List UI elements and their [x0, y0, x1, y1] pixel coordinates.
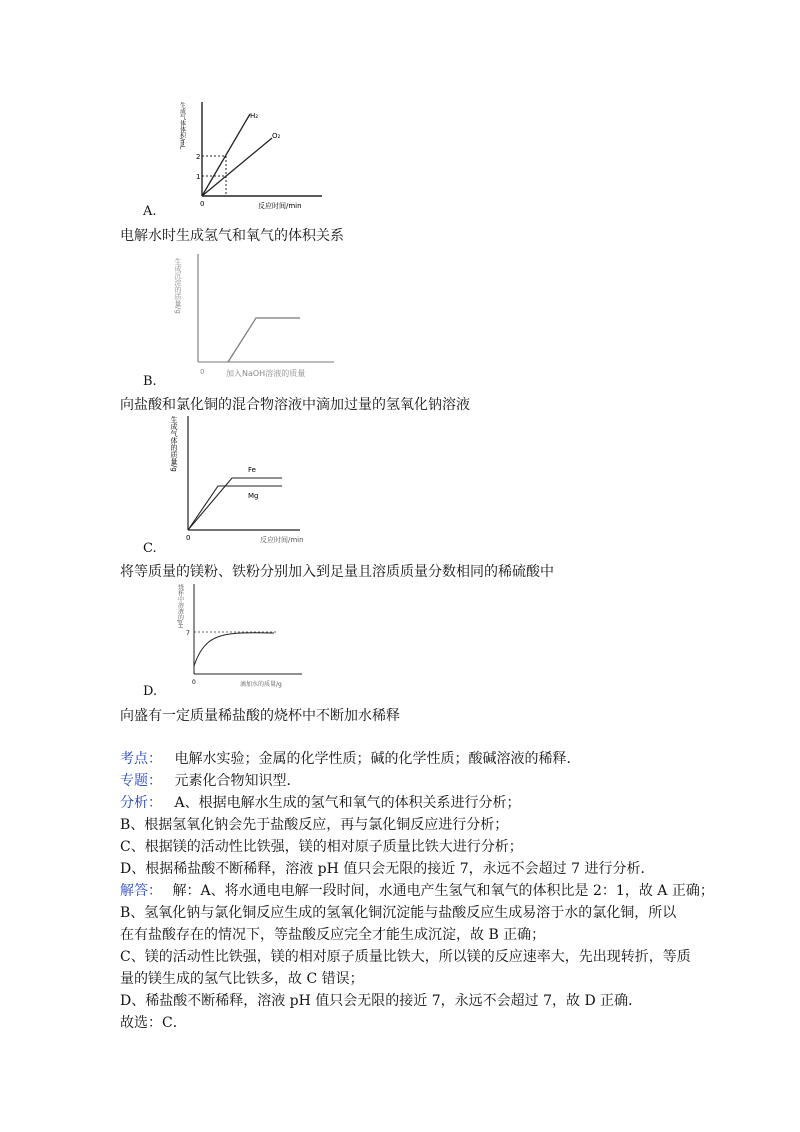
jieda-line-3: 在有盐酸存在的情况下，等盐酸反应完全才能生成沉淀，故 B 正确； — [120, 927, 546, 943]
fenxi-line-1: A、根据电解水生成的氢气和氧气的体积关系进行分析； — [174, 795, 521, 811]
chart-d-curve — [194, 633, 274, 666]
chart-b-line — [228, 318, 300, 362]
jieda-line-1: 解：A、将水通电电解一段时间，水通电产生氢气和氧气的体积比是 2：1，故 A 正确； — [172, 883, 714, 899]
option-a-caption: 电解水时生成氢气和氧气的体积关系 — [120, 228, 344, 244]
jieda-line-4: C、镁的活动性比铁强，镁的相对原子质量比铁大，所以镁的反应速率大，先出现转折，等质 — [120, 949, 691, 965]
chart-a-h2-label: H₂ — [250, 112, 259, 120]
chart-b-origin: 0 — [200, 368, 205, 376]
chart-c-mg-line — [188, 486, 282, 530]
jieda-line-6: D、稀盐酸不断稀释，溶液 pH 值只会无限的接近 7，永远不会超过 7，故 D 正确． — [120, 993, 643, 1009]
option-a-letter: A. — [143, 204, 157, 219]
chart-c-mg-label: Mg — [248, 492, 259, 500]
chart-b-ylabel: 生成沉淀的质量/g — [174, 258, 182, 314]
zhuanti-text: 元素化合物知识型． — [174, 773, 301, 789]
fenxi-line-2: B、根据氢氧化钠会先于盐酸反应，再与氯化铜反应进行分析； — [120, 817, 509, 833]
fenxi-label: 分析： — [120, 795, 162, 811]
chart-b — [168, 250, 340, 380]
chart-a-o2-label: O₂ — [272, 132, 281, 140]
chart-c-ylabel: 生成气体的质量/g — [170, 416, 178, 472]
option-b-letter: B. — [143, 374, 157, 389]
jieda-line-2: B、氢氧化钠与氯化铜反应生成的氢氧化铜沉淀能与盐酸反应生成易溶于水的氯化铜，所以 — [120, 905, 677, 921]
kaodian-text: 电解水实验；金属的化学性质；碱的化学性质；酸碱溶液的稀释． — [174, 751, 581, 767]
fenxi-line-4: D、根据稀盐酸不断稀释，溶液 pH 值只会无限的接近 7，永远不会超过 7 进行分析． — [120, 861, 655, 877]
chart-d-tick-7: 7 — [186, 630, 190, 637]
chart-c-fe-label: Fe — [248, 466, 256, 474]
fenxi-row — [120, 794, 521, 812]
chart-d-origin: 0 — [192, 679, 196, 686]
option-d-letter: D. — [143, 684, 158, 699]
chart-c-origin: 0 — [186, 534, 191, 542]
chart-a-tick-1: 1 — [196, 173, 201, 181]
chart-d-xlabel: 滴加水的质量/g — [240, 681, 282, 688]
chart-a-ylabel: 生成气体体积/mL — [178, 102, 186, 150]
zhuanti-row — [120, 772, 300, 790]
jieda-label: 解答： — [120, 883, 162, 899]
chart-a-o2-line — [202, 138, 272, 196]
kaodian-row — [120, 750, 580, 768]
chart-d-ylabel: 烧杯中溶液的pH — [176, 584, 184, 629]
chart-d — [170, 580, 310, 690]
option-c-letter: C. — [143, 541, 157, 556]
jieda-line-7: 故选：C． — [120, 1015, 187, 1031]
fenxi-line-3: C、根据镁的活动性比铁强，镁的相对原子质量比铁大进行分析； — [120, 839, 523, 855]
chart-a-h2-line — [202, 114, 250, 196]
chart-a — [172, 96, 332, 214]
option-b-caption: 向盐酸和氯化铜的混合物溶液中滴加过量的氢氧化钠溶液 — [120, 397, 470, 413]
chart-a-xlabel: 反应时间/min — [258, 202, 302, 210]
jieda-line-5: 量的镁生成的氢气比铁多，故 C 错误； — [120, 971, 364, 987]
option-c-caption: 将等质量的镁粉、铁粉分别加入到足量且溶质质量分数相同的稀硫酸中 — [120, 564, 554, 580]
chart-a-tick-2: 2 — [196, 153, 201, 161]
chart-c-xlabel: 反应时间/min — [260, 536, 304, 544]
option-d-caption: 向盛有一定质量稀盐酸的烧杯中不断加水稀释 — [120, 708, 400, 724]
chart-c — [160, 412, 340, 552]
zhuanti-label: 专题： — [120, 773, 162, 789]
chart-b-xlabel: 加入NaOH溶液的质量 — [226, 369, 306, 378]
kaodian-label: 考点： — [120, 751, 162, 767]
chart-a-origin: 0 — [200, 200, 205, 208]
jieda-row — [120, 882, 714, 900]
